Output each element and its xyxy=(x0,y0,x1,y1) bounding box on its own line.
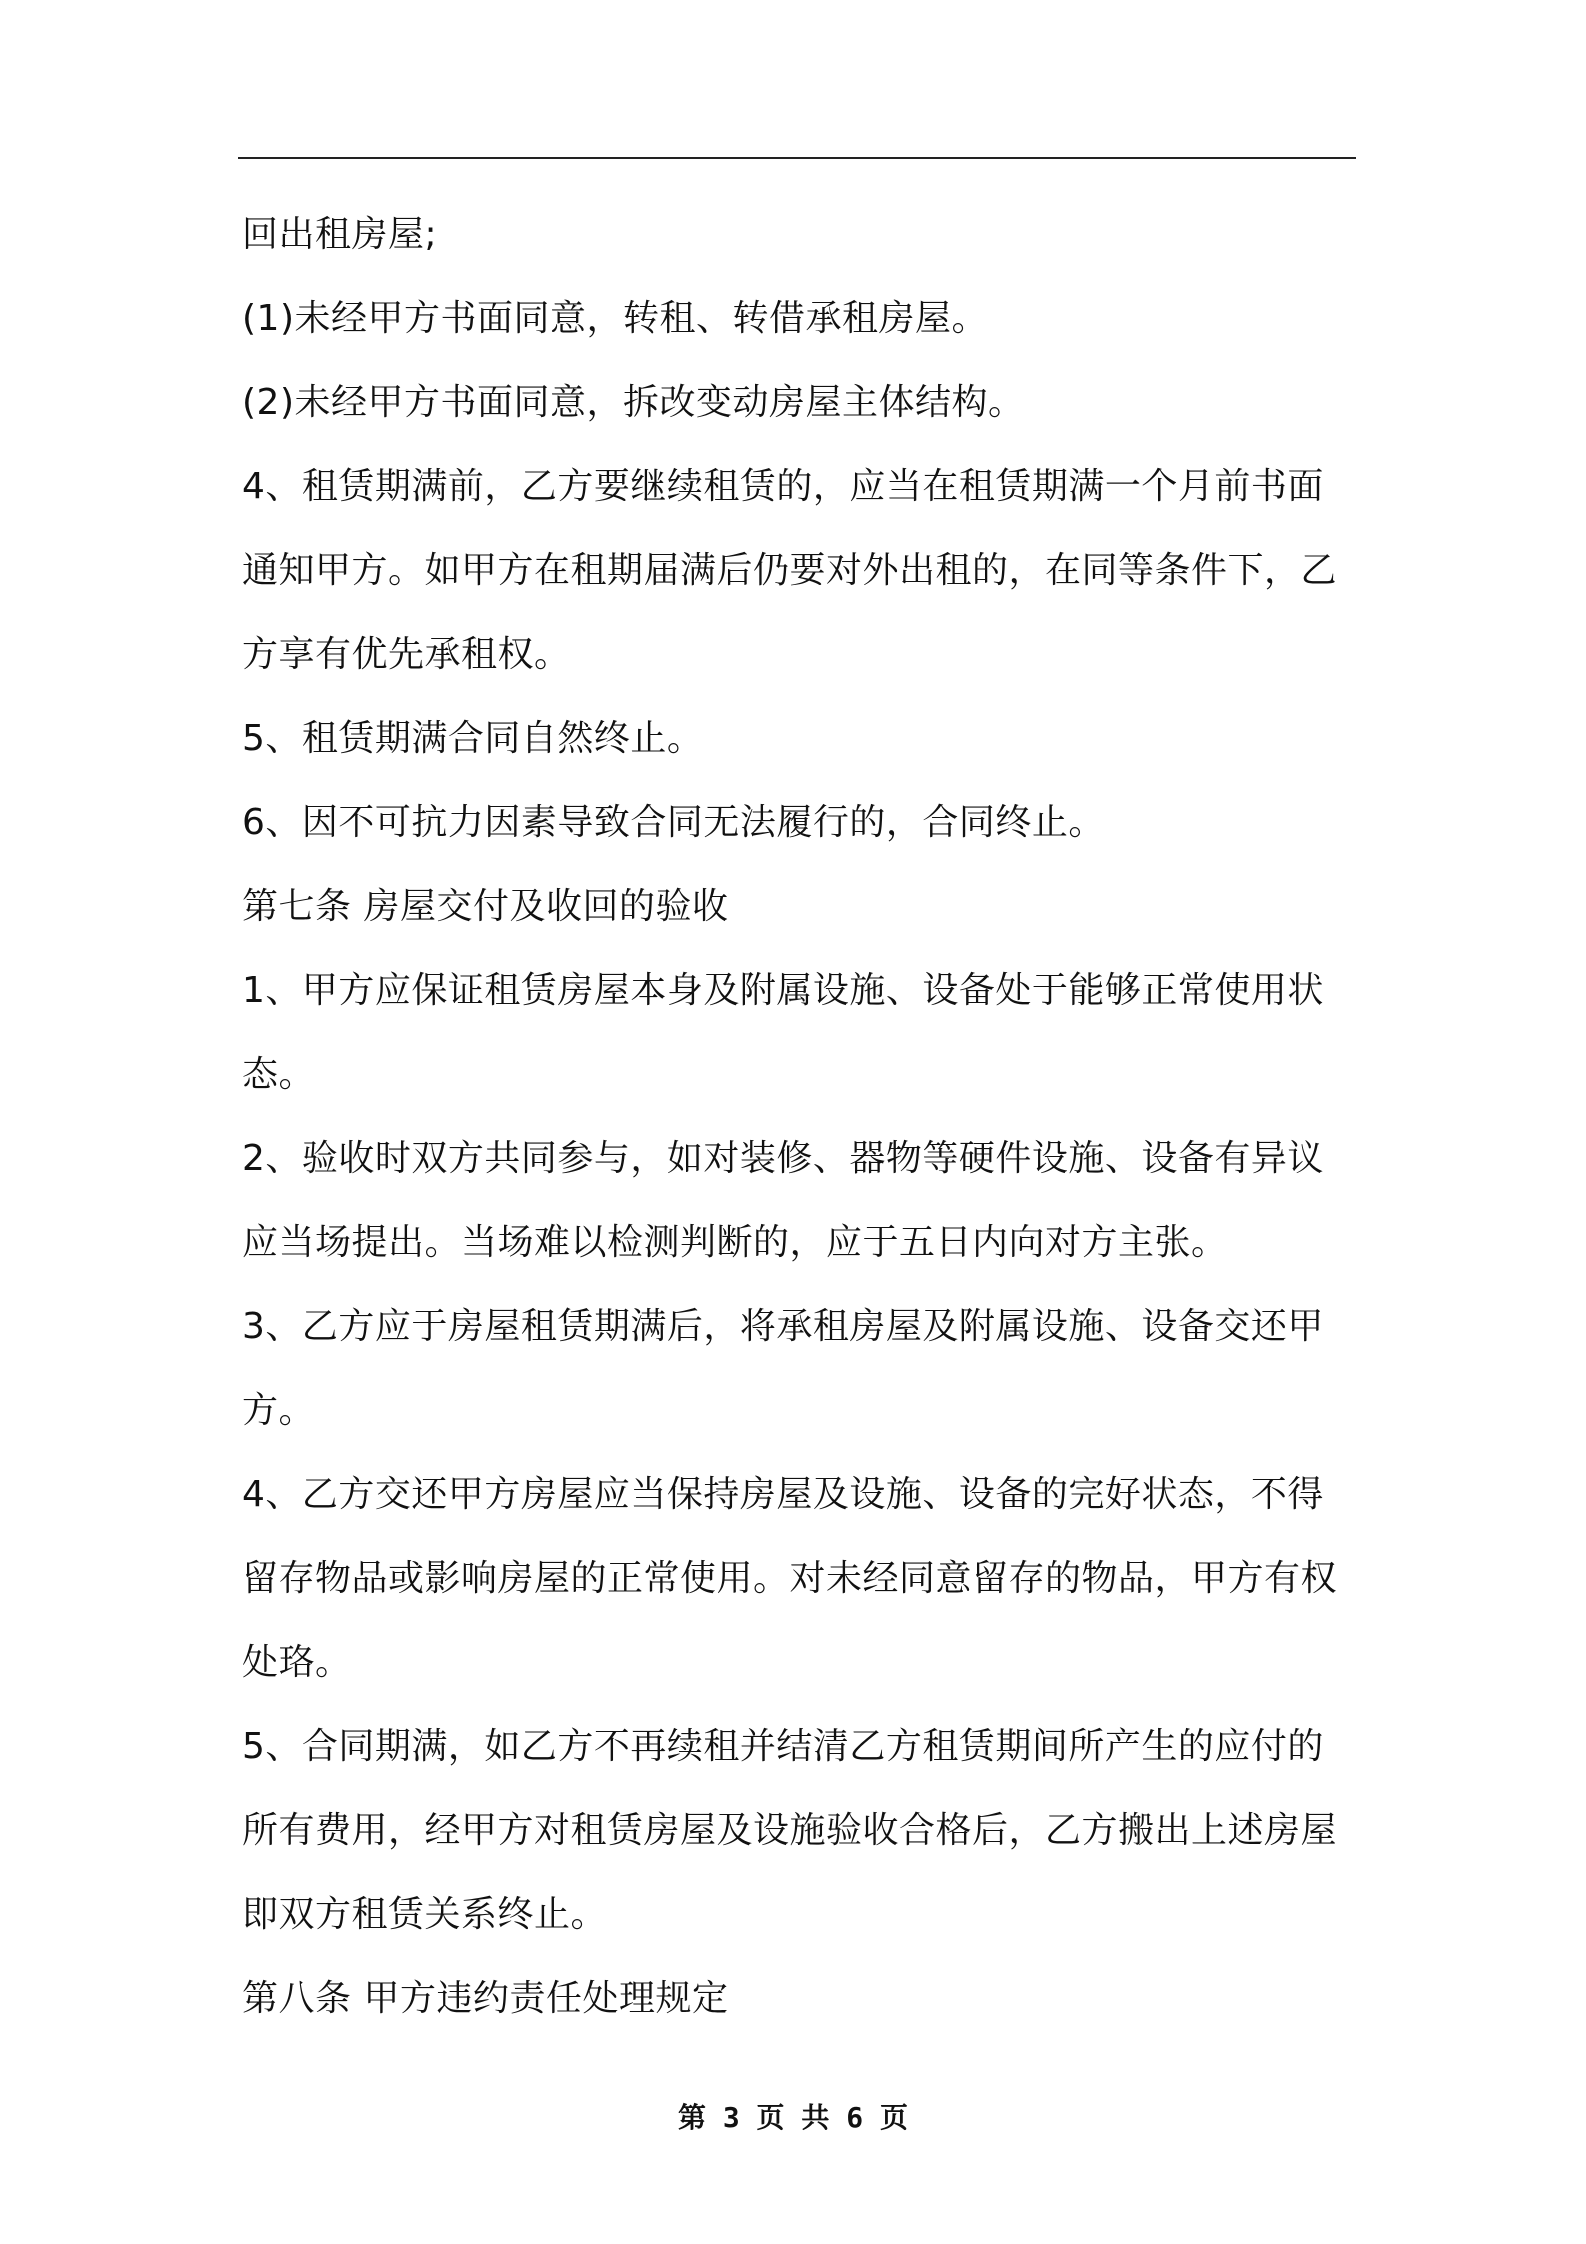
text-line: 回出租房屋; xyxy=(242,214,438,255)
text-line: 方。 xyxy=(242,1390,316,1431)
text-line: 4、租赁期满前，乙方要继续租赁的，应当在租赁期满一个月前书面 xyxy=(242,466,1324,507)
header-divider xyxy=(238,157,1356,159)
text-line: 态。 xyxy=(242,1054,316,1095)
text-line: 所有费用，经甲方对租赁房屋及设施验收合格后，乙方搬出上述房屋 xyxy=(242,1810,1338,1851)
section-heading: 第八条 甲方违约责任处理规定 xyxy=(242,1978,729,2019)
section-heading: 第七条 房屋交付及收回的验收 xyxy=(242,886,729,927)
text-line: 应当场提出。当场难以检测判断的，应于五日内向对方主张。 xyxy=(242,1222,1228,1263)
text-line: 即双方租赁关系终止。 xyxy=(242,1894,608,1935)
text-line: 5、租赁期满合同自然终止。 xyxy=(242,718,704,759)
document-body xyxy=(242,193,1356,2041)
text-line: 留存物品或影响房屋的正常使用。对未经同意留存的物品，甲方有权 xyxy=(242,1558,1338,1599)
text-line: 2、验收时双方共同参与，如对装修、器物等硬件设施、设备有异议 xyxy=(242,1138,1324,1179)
text-line: (1)未经甲方书面同意，转租、转借承租房屋。 xyxy=(242,298,988,339)
text-line: 方享有优先承租权。 xyxy=(242,634,571,675)
page-number: 第 3 页 共 6 页 xyxy=(677,2101,908,2134)
text-line: (2)未经甲方书面同意，拆改变动房屋主体结构。 xyxy=(242,382,1025,423)
text-line: 3、乙方应于房屋租赁期满后，将承租房屋及附属设施、设备交还甲 xyxy=(242,1306,1324,1347)
text-line: 处珞。 xyxy=(242,1642,352,1683)
text-line: 4、乙方交还甲方房屋应当保持房屋及设施、设备的完好状态，不得 xyxy=(242,1474,1324,1515)
text-line: 6、因不可抗力因素导致合同无法履行的，合同终止。 xyxy=(242,802,1105,843)
text-line: 5、合同期满，如乙方不再续租并结清乙方租赁期间所产生的应付的 xyxy=(242,1726,1324,1767)
text-line: 通知甲方。如甲方在租期届满后仍要对外出租的，在同等条件下，乙 xyxy=(242,550,1338,591)
text-line: 1、甲方应保证租赁房屋本身及附属设施、设备处于能够正常使用状 xyxy=(242,970,1324,1011)
